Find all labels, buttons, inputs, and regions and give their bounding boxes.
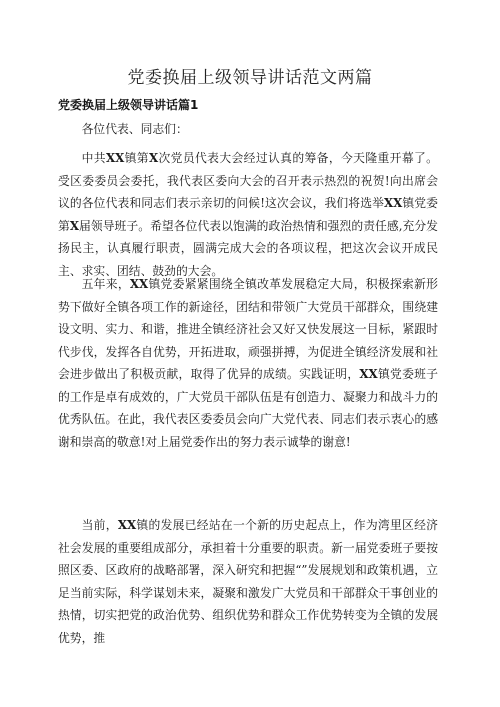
body-paragraph-2: 五年来，XX镇党委紧紧围绕全镇改革发展稳定大局，积极探索新形势下做好全镇各项工作的新途径，团结和带领广大党员干部群众，围绕建设文明、实力、和谐，推进全镇经济社会又好又快发展这一目标，紧跟时代步伐，发挥各自优势，开拓进取，顽强拼搏，为促进全镇经济发展和社会进步做出了积极贡献，取得了优异的成绩。实践证明，XX镇党委班子的工作是卓有成效的，广大党员干部队伍是有创造力、凝聚力和战斗力的优秀队伍。在此，我代表区委委员会向广大党代表、同志们表示衷心的感谢和崇高的敬意!对上届党委作出的努力表示诚挚的谢意! (58, 277, 438, 449)
body-paragraph-1: 中共XX镇第X次党员代表大会经过认真的筹备，今天隆重开幕了。受区委委员会委托，我代表区委向大会的召开表示热烈的祝贺!向出席会议的各位代表和同志们表示亲切的问候!这次会议，我们将选举XX镇党委第X届领导班子。希望各位代表以饱满的政治热情和强烈的责任感,充分发扬民主，认真履行职责，圆满完成大会的各项议程，把这次会议开成民主、求实、团结、鼓劲的大会。 (58, 151, 438, 278)
greeting-line: 各位代表、同志们： (81, 122, 188, 136)
document-title: 党委换届上级领导讲话范文两篇 (127, 68, 373, 88)
section-heading: 党委换届上级领导讲话篇1 (58, 98, 199, 112)
body-paragraph-3: 当前，XX镇的发展已经站在一个新的历史起点上，作为湾里区经济社会发展的重要组成部分，承担着十分重要的职责。新一届党委班子要按照区委、区政府的战略部署，深入研究和把握“”发展规划和政策机遇，立足当前实际，科学谋划未来，凝聚和激发广大党员和干部群众干事创业的热情，切实把党的政治优势、组织优势和群众工作优势转变为全镇的发展优势，推 (58, 518, 438, 645)
